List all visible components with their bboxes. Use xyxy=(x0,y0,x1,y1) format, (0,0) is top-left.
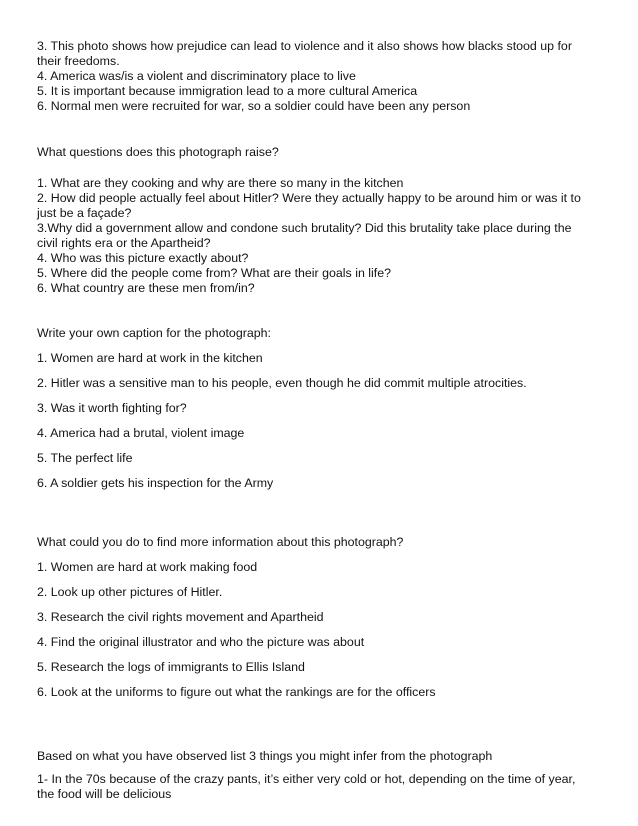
caption-item-5: 5. The perfect life xyxy=(37,451,133,465)
caption-list xyxy=(37,351,593,491)
caption-heading: Write your own caption for the photograph: xyxy=(37,326,271,340)
more-info-item-4: 4. Find the original illustrator and who the picture was about xyxy=(37,635,365,649)
more-info-item-1: 1. Women are hard at work making food xyxy=(37,560,258,574)
questions-list xyxy=(37,176,593,296)
observation-item-3: 3. This photo shows how prejudice can lead to violence and it also shows how blacks stood up for their freedoms. xyxy=(37,39,572,68)
infer-list xyxy=(37,772,593,802)
caption-item-1: 1. Women are hard at work in the kitchen xyxy=(37,351,263,365)
more-info-heading: What could you do to find more information about this photograph? xyxy=(37,535,404,549)
question-item-5: 5. Where did the people come from? What are their goals in life? xyxy=(37,266,392,280)
document-page xyxy=(37,39,593,802)
caption-item-3: 3. Was it worth fighting for? xyxy=(37,401,187,415)
observations-list xyxy=(37,39,593,114)
question-item-6: 6. What country are these men from/in? xyxy=(37,281,255,295)
question-item-2: 2. How did people actually feel about Hitler? Were they actually happy to be around him or was it to just be a façade? xyxy=(37,191,581,220)
observation-item-4: 4. America was/is a violent and discriminatory place to live xyxy=(37,69,356,83)
question-item-3: 3.Why did a government allow and condone such brutality? Did this brutality take place during the civil rights era or the Apartheid? xyxy=(37,221,572,250)
more-info-item-6: 6. Look at the uniforms to figure out what the rankings are for the officers xyxy=(37,685,436,699)
observation-item-6: 6. Normal men were recruited for war, so a soldier could have been any person xyxy=(37,99,471,113)
observation-item-5: 5. It is important because immigration lead to a more cultural America xyxy=(37,84,418,98)
more-info-item-5: 5. Research the logs of immigrants to Ellis Island xyxy=(37,660,305,674)
question-item-4: 4. Who was this picture exactly about? xyxy=(37,251,249,265)
more-info-item-3: 3. Research the civil rights movement and Apartheid xyxy=(37,610,324,624)
caption-item-6: 6. A soldier gets his inspection for the Army xyxy=(37,476,274,490)
infer-item-1: 1- In the 70s because of the crazy pants, it’s either very cold or hot, depending on the time of year, the food will be delicious xyxy=(37,772,576,801)
more-info-item-2: 2. Look up other pictures of Hitler. xyxy=(37,585,223,599)
questions-heading: What questions does this photograph raise? xyxy=(37,145,279,159)
caption-item-2: 2. Hitler was a sensitive man to his people, even though he did commit multiple atrocities. xyxy=(37,376,527,390)
caption-item-4: 4. America had a brutal, violent image xyxy=(37,426,245,440)
question-item-1: 1. What are they cooking and why are there so many in the kitchen xyxy=(37,176,404,190)
more-info-list xyxy=(37,560,593,700)
infer-heading: Based on what you have observed list 3 things you might infer from the photograph xyxy=(37,749,493,763)
